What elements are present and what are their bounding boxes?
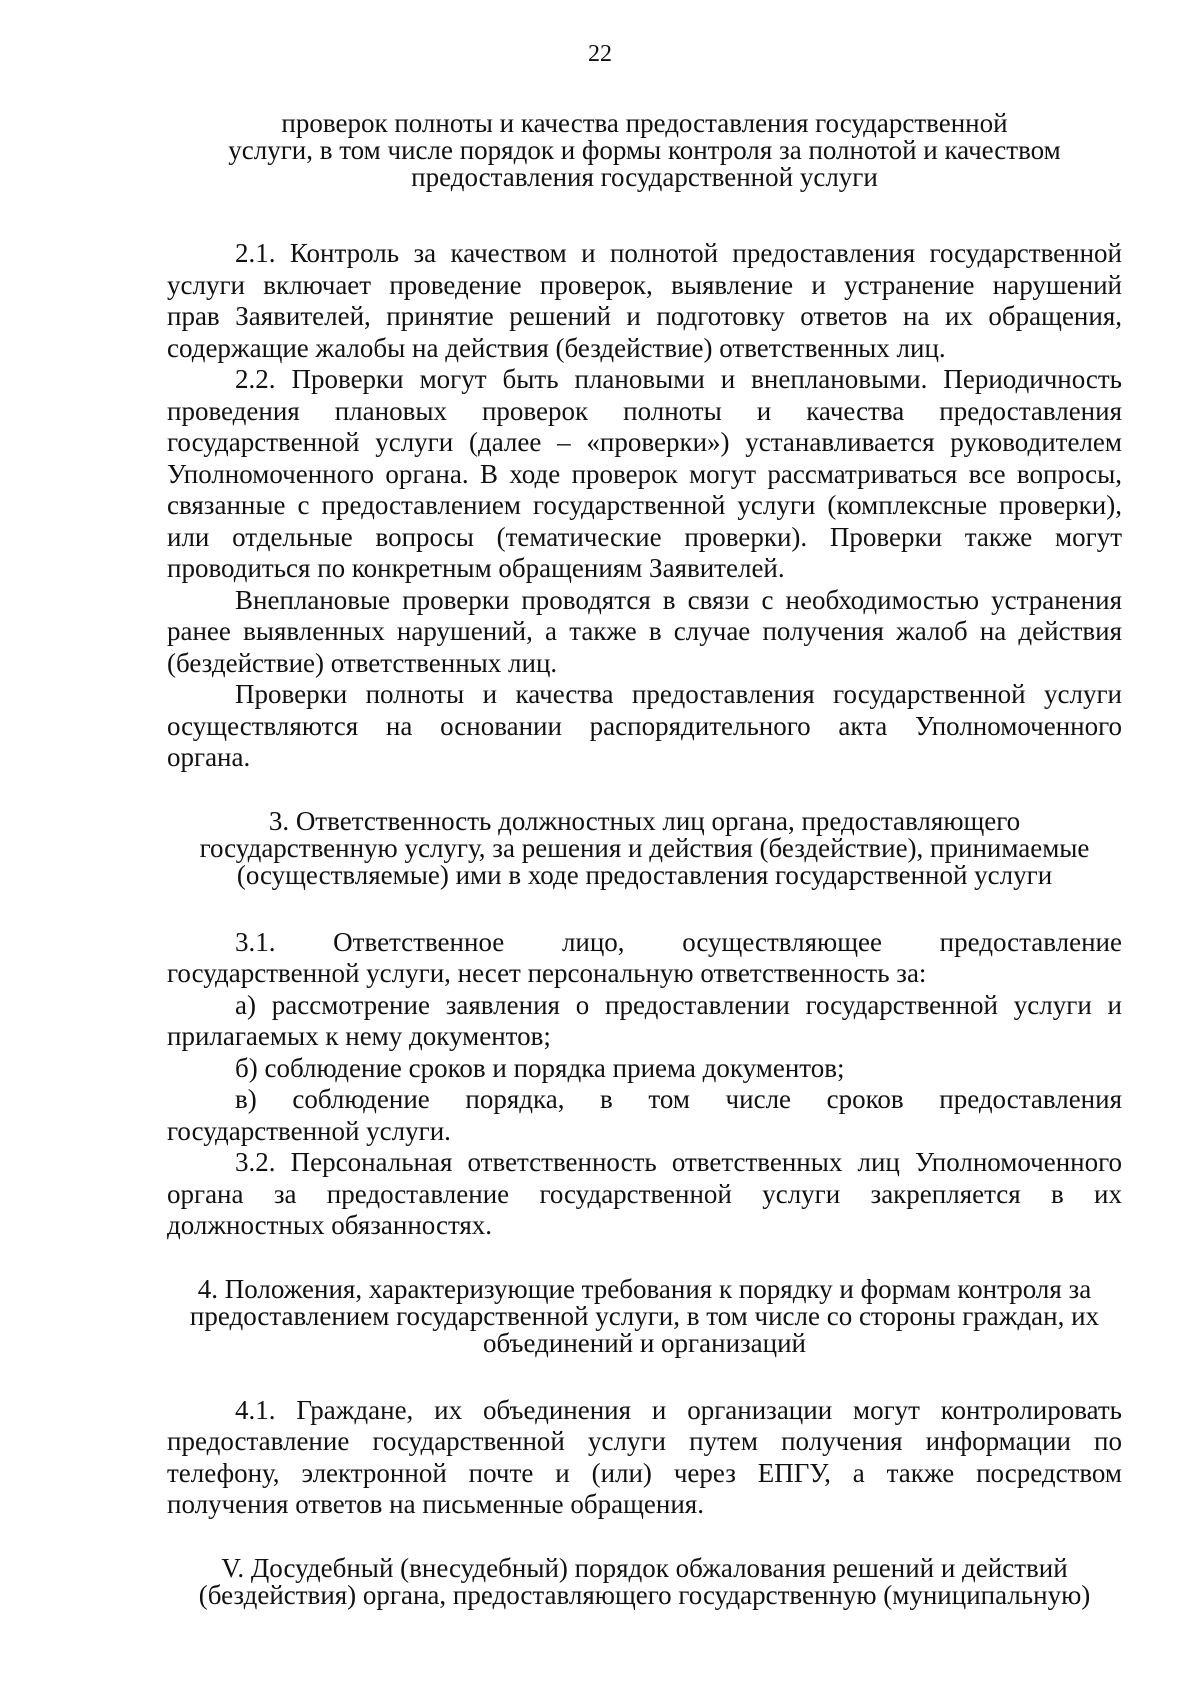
heading-line: (осуществляемые) ими в ходе предоставления государственной услуги [236,859,1053,890]
text-line: органа. [167,742,251,772]
text-line: Проверки полноты и качества предоставления государственной услуги [235,679,1122,709]
text-line: прилагаемых к нему документов; [167,1021,551,1051]
text-line: проведения плановых проверок полноты и качества предоставления [167,395,1122,426]
heading-line: объединений и организаций [482,1327,807,1358]
heading-line: 4. Положения, характеризующие требования к порядку и формам контроля за [197,1273,1092,1304]
page-number: 22 [588,41,612,67]
text-line: 3.1. Ответственное лицо, осуществляющее предоставление [235,926,1122,957]
list-item-v [167,1084,1122,1147]
text-line: связанные с предоставлением государственной услуги (комплексные проверки), [167,490,1122,520]
page-content [167,110,1122,1609]
spacer [167,1242,1122,1276]
text-line: получения ответов на письменные обращения. [167,1489,704,1519]
paragraph-unplanned-inspections [167,585,1122,680]
heading-line: проверок полноты и качества предоставления государственной [281,108,1008,138]
section-heading-control-continued [167,110,1122,191]
spacer [167,1357,1122,1395]
text-line: государственной услуги, несет персональную ответственность за: [167,958,927,988]
section-heading-3 [167,805,1122,890]
paragraph-3-2 [167,1147,1122,1242]
spacer [167,889,1122,927]
text-line: (бездействие) ответственных лиц. [167,647,558,678]
text-line: услуги включает проведение проверок, выявление и устранение нарушений [167,269,1122,300]
text-line: Внеплановые проверки проводятся в связи с необходимостью устранения [235,584,1122,615]
heading-line: 3. Ответственность должностных лиц органа, предоставляющего [268,805,1021,836]
text-line: 4.1. Граждане, их объединения и организации могут контролировать [235,1394,1122,1425]
text-line: органа за предоставление государственной услуги закрепляется в их [167,1178,1122,1209]
section-heading-4 [167,1273,1122,1358]
list-item-b [167,1053,1122,1085]
text-line: б) соблюдение сроков и порядка приема документов; [235,1052,845,1083]
spacer [167,774,1122,808]
heading-line: V. Досудебный (внесудебный) порядок обжалования решений и действий [221,1552,1068,1583]
text-line: государственной услуги. [167,1115,451,1146]
text-line: 2.2. Проверки могут быть плановыми и внеплановыми. Периодичность [235,364,1122,394]
text-line: государственной услуги (далее – «проверки») устанавливается руководителем [167,427,1122,457]
text-line: должностных обязанностях. [167,1210,493,1240]
text-line: 2.1. Контроль за качеством и полнотой предоставления государственной [235,238,1122,268]
paragraph-2-2 [167,364,1122,585]
heading-line: предоставлением государственной услуги, в том числе со стороны граждан, их [189,1300,1100,1331]
text-line: а) рассмотрение заявления о предоставлении государственной услуги и [235,989,1122,1020]
text-line: предоставление государственной услуги путем получения информации по [167,1426,1122,1456]
text-line: 3.2. Персональная ответственность ответственных лиц Уполномоченного [235,1147,1122,1177]
spacer [167,1521,1122,1555]
text-line: осуществляются на основании распорядительного акта Уполномоченного [167,710,1122,741]
text-line: в) соблюдение порядка, в том числе сроков предоставления [235,1084,1122,1114]
paragraph-2-1 [167,238,1122,364]
paragraph-3-1 [167,927,1122,990]
paragraph-4-1 [167,1395,1122,1521]
heading-line: услуги, в том числе порядок и формы контроля за полнотой и качеством [228,135,1061,165]
heading-line: государственную услугу, за решения и действия (бездействие), принимаемые [199,832,1090,863]
list-item-a [167,990,1122,1053]
section-heading-v [167,1552,1122,1610]
text-line: прав Заявителей, принятие решений и подготовку ответов на их обращения, [167,301,1122,331]
text-line: телефону, электронной почте и (или) через ЕПГУ, а также посредством [167,1457,1122,1488]
text-line: Уполномоченного органа. В ходе проверок могут рассматриваться все вопросы, [167,458,1122,489]
text-line: или отдельные вопросы (тематические проверки). Проверки также могут [167,521,1122,552]
paragraph-inspection-basis [167,679,1122,774]
text-line: проводиться по конкретным обращениям Заявителей. [167,553,785,583]
heading-line: предоставления государственной услуги [411,162,878,192]
text-line: содержащие жалобы на действия (бездействие) ответственных лиц. [167,332,946,363]
heading-line: (бездействия) органа, предоставляющего государственную (муниципальную) [198,1579,1091,1610]
text-line: ранее выявленных нарушений, а также в случае получения жалоб на действия [167,616,1122,646]
